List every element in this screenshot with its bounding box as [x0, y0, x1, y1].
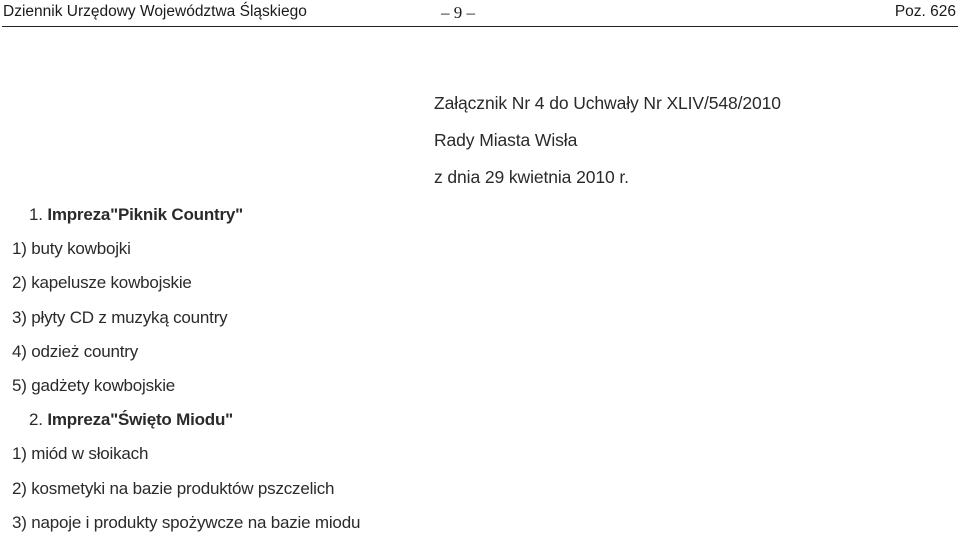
document-content [12, 198, 612, 540]
section-name: Impreza"Święto Miodu" [47, 410, 234, 430]
list-item: 2) kosmetyki na bazie produktów pszczelich [12, 478, 335, 498]
section-title [12, 403, 612, 437]
annex-block [434, 85, 781, 196]
section-title [12, 198, 612, 232]
page-number: – 9 – [441, 3, 475, 22]
page-header [0, 0, 960, 28]
list-item: 1) buty kowbojki [12, 239, 131, 259]
annex-line-date: z dnia 29 kwietnia 2010 r. [434, 167, 629, 187]
annex-line-council: Rady Miasta Wisła [434, 130, 578, 150]
header-rule [2, 26, 958, 27]
section-name: Impreza"Piknik Country" [47, 205, 244, 224]
annex-line-resolution: Załącznik Nr 4 do Uchwały Nr XLIV/548/2010 [434, 93, 781, 113]
section-number: 2. [29, 410, 43, 430]
journal-title: Dziennik Urzędowy Województwa Śląskiego [3, 3, 307, 20]
list-item: 3) płyty CD z muzyką country [12, 307, 228, 327]
list-item: 4) odzież country [12, 341, 139, 361]
position-number: Poz. 626 [894, 3, 956, 20]
list-item: 5) gadżety kowbojskie [12, 375, 176, 395]
section-number: 1. [29, 205, 43, 224]
list-item: 2) kapelusze kowbojskie [12, 273, 192, 293]
list-item: 1) miód w słoikach [12, 444, 149, 464]
list-item: 3) napoje i produkty spożywcze na bazie miodu [12, 512, 361, 532]
